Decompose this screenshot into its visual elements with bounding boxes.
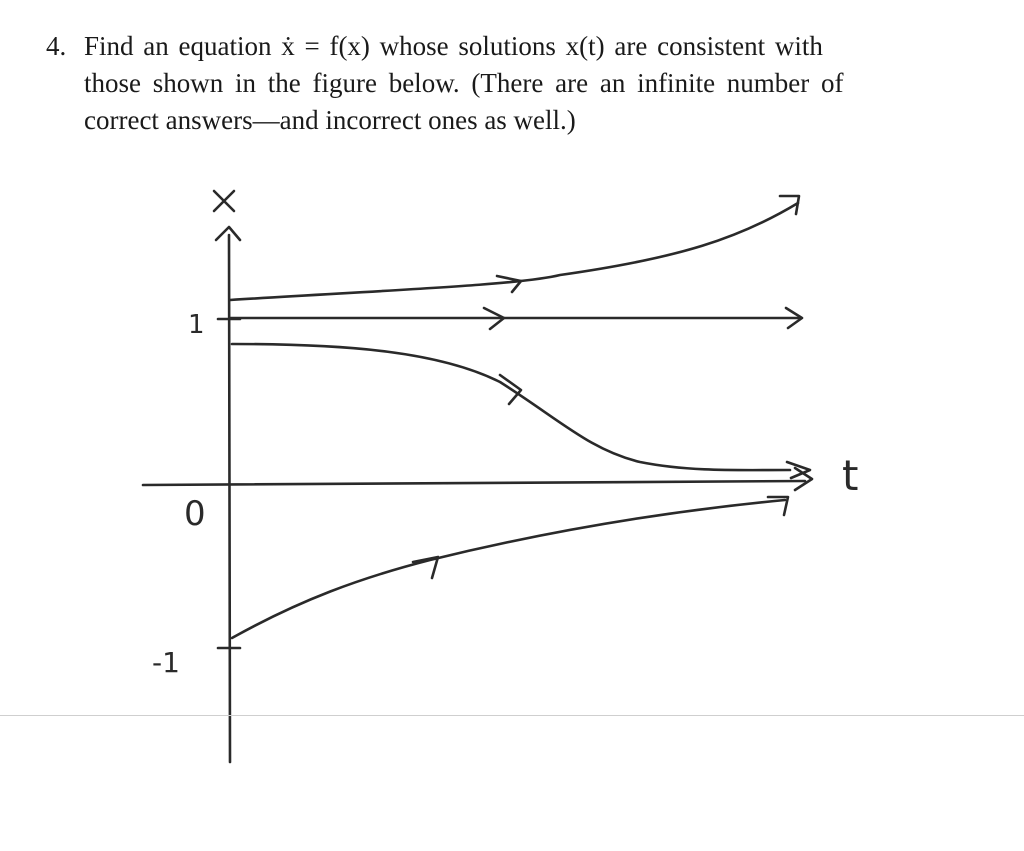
problem-number: 4. [46, 31, 67, 61]
page-divider [0, 715, 1024, 716]
t-axis-label: t [842, 451, 859, 500]
x-axis-vertical [229, 235, 230, 762]
solution-curve-between-zero-one [232, 344, 790, 470]
tick-label-minus-one: -1 [152, 646, 180, 679]
problem-text-line-2: those shown in the figure below. (There are an infinite number of [84, 68, 844, 98]
x-axis-label-glyph [214, 191, 234, 211]
problem-text-line-1: Find an equation ẋ = f(x) whose solutions x(t) are consistent with [84, 31, 823, 61]
solution-curve-below-zero [232, 500, 785, 638]
x-axis-label: x [218, 202, 219, 203]
tick-label-one: 1 [188, 310, 205, 340]
solution-curve-above-one [230, 203, 798, 300]
tick-label-zero: 0 [184, 494, 206, 534]
t-axis-horizontal [143, 481, 805, 485]
problem-text-line-3: correct answers—and incorrect ones as well.) [84, 105, 576, 135]
